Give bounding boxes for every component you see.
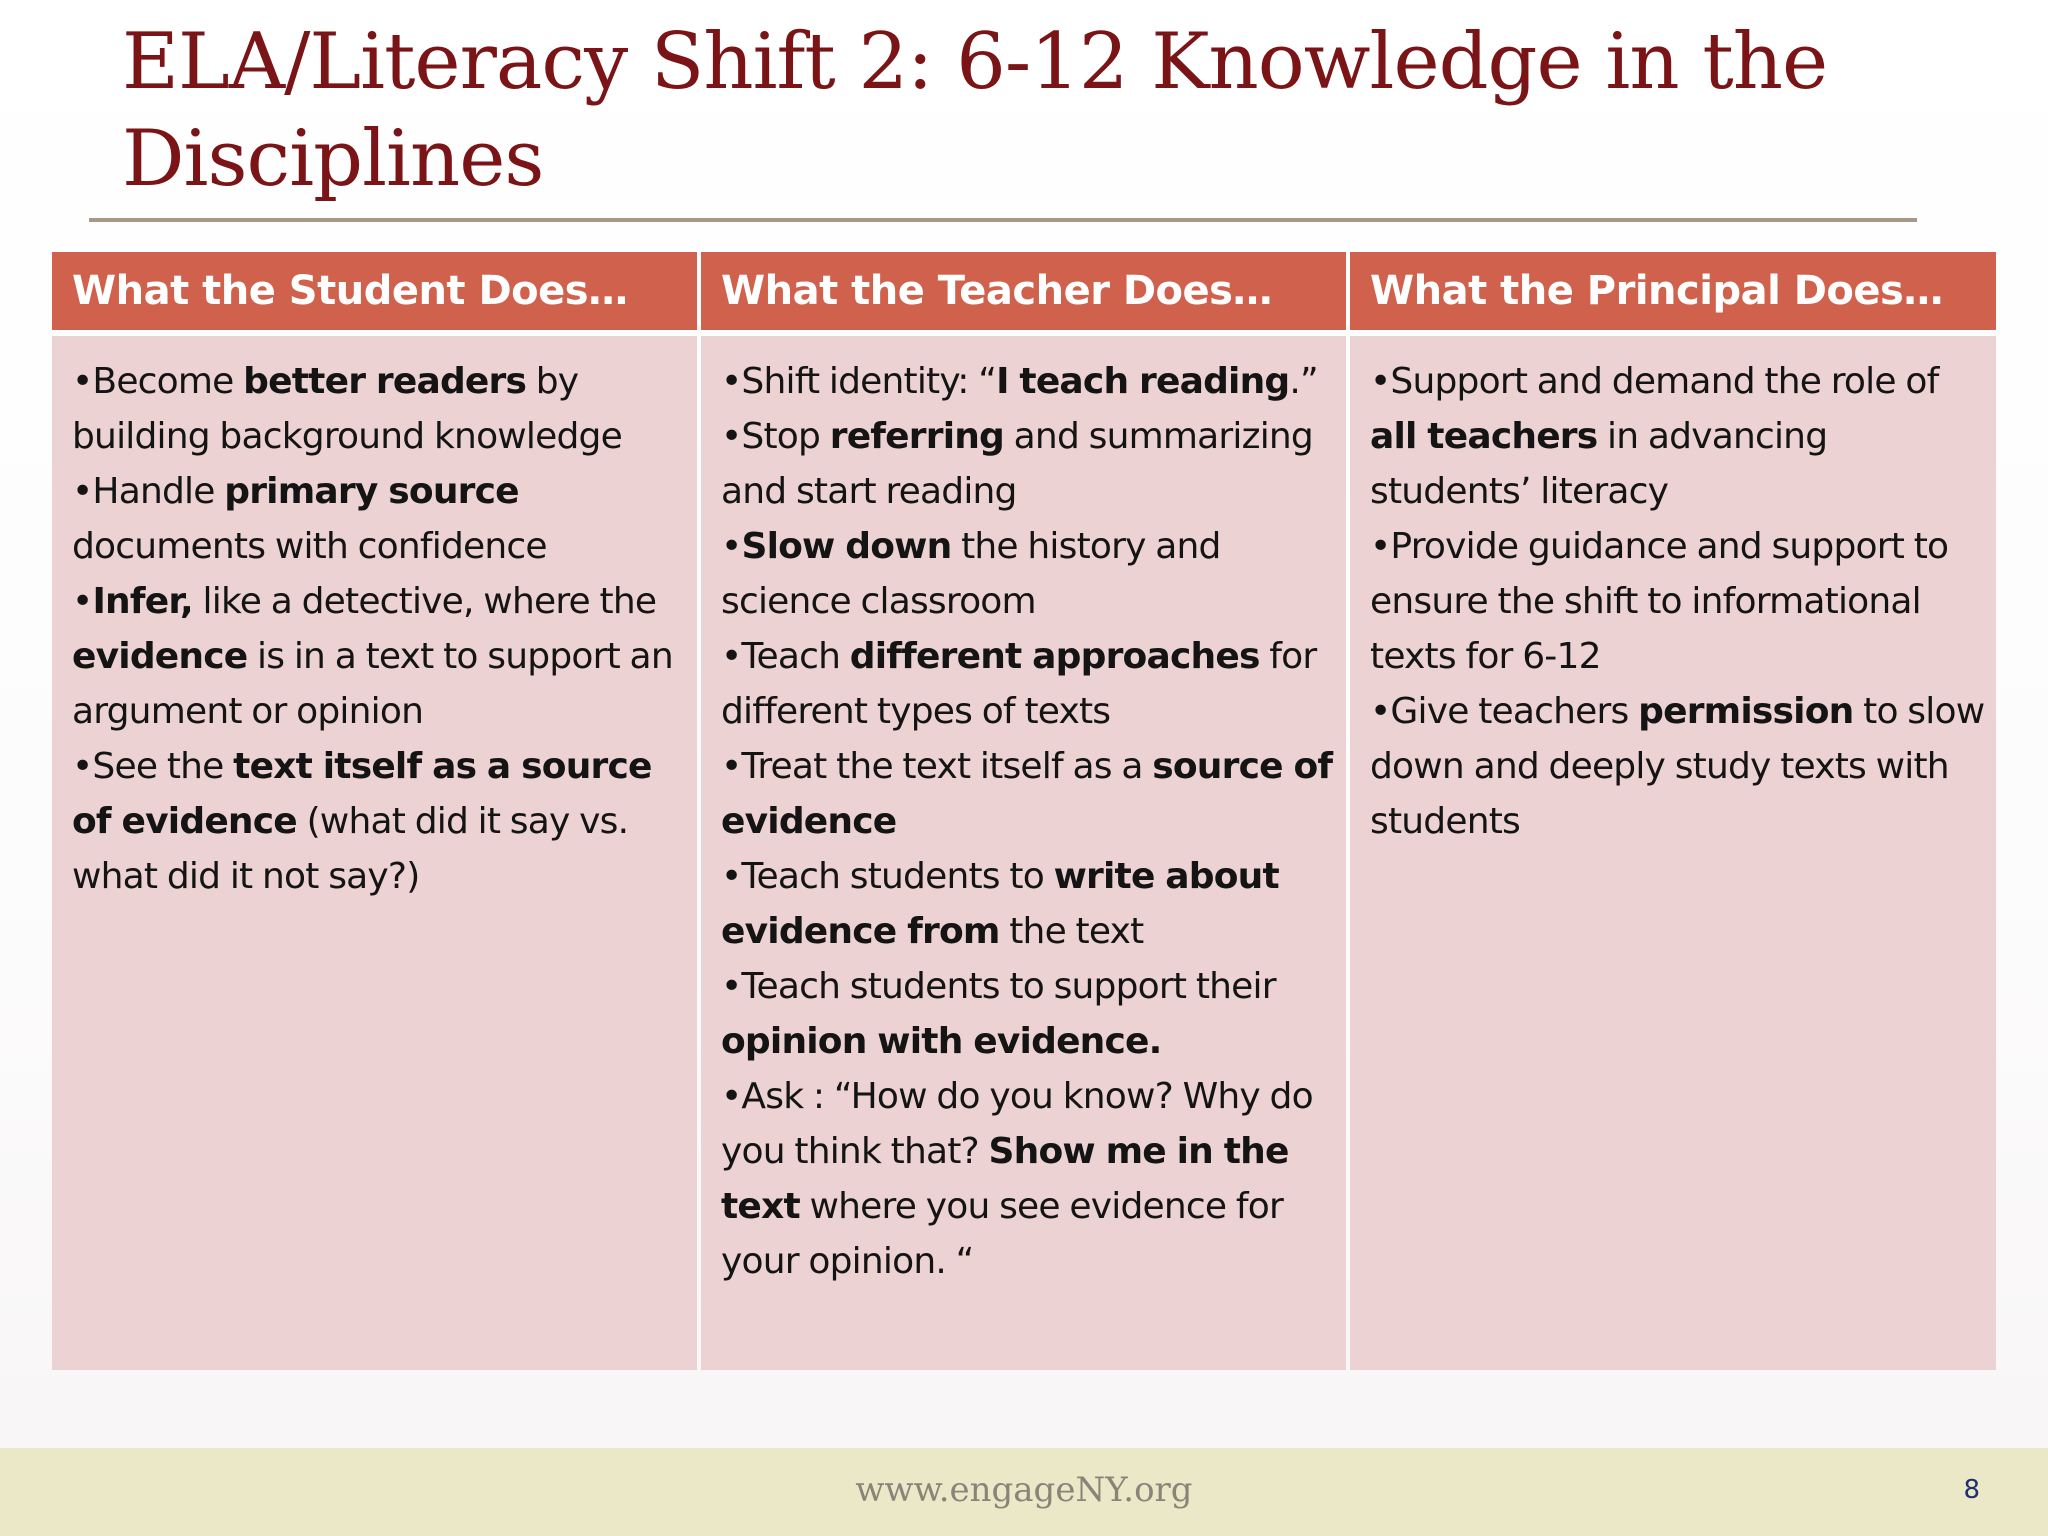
bold-text: write about evidence from: [721, 856, 1279, 952]
text-run: in advancing students’ literacy: [1370, 416, 1828, 512]
header-teacher: What the Teacher Does…: [701, 252, 1346, 330]
principal-column: [1350, 336, 1996, 1370]
bold-text: I teach reading: [996, 361, 1290, 402]
bullet-item: [1370, 354, 1986, 519]
title-divider: [89, 218, 1917, 222]
text-run: by building background knowledge: [72, 361, 622, 457]
text-run: •Treat the text itself as a: [721, 746, 1153, 787]
page-number: 8: [1963, 1475, 1980, 1505]
text-run: the history and science classroom: [721, 526, 1221, 622]
bold-text: text itself as a source of evidence: [72, 746, 652, 842]
text-run: •Shift identity: “: [721, 361, 997, 402]
bullet-item: [72, 464, 687, 574]
text-run: for different types of texts: [721, 636, 1317, 732]
text-run: .”: [1289, 361, 1318, 402]
bold-text: source of evidence: [721, 746, 1333, 842]
text-run: •Support and demand the role of: [1370, 361, 1939, 402]
text-run: is in a text to support an argument or opinion: [72, 636, 673, 732]
bold-text: Infer,: [92, 581, 193, 622]
bold-text: permission: [1638, 691, 1854, 732]
slide-title: ELA/Literacy Shift 2: 6-12 Knowledge in the Disciplines: [122, 17, 1828, 204]
text-run: •Become: [72, 361, 244, 402]
text-run: like a detective, where the: [192, 581, 657, 622]
bullet-item: [1370, 684, 1986, 849]
bullet-item: [721, 849, 1336, 959]
text-run: •Provide guidance and support to ensure the shift to informational texts for 6-12: [1370, 526, 1949, 677]
bullet-item: [721, 1069, 1336, 1289]
bullet-item: [721, 409, 1336, 519]
bullet-item: [1370, 519, 1986, 684]
header-student: What the Student Does…: [52, 252, 697, 330]
text-run: •: [721, 526, 742, 567]
teacher-column: [701, 336, 1346, 1370]
text-run: •Give teachers: [1370, 691, 1639, 732]
bullet-item: [721, 959, 1336, 1069]
header-principal: What the Principal Does…: [1350, 252, 1996, 330]
bullet-item: [721, 519, 1336, 629]
text-run: •Teach students to support their: [721, 966, 1276, 1007]
comparison-table: [52, 252, 1996, 1370]
bullet-item: [72, 354, 687, 464]
bold-text: referring: [829, 416, 1005, 457]
text-run: documents with confidence: [72, 526, 547, 567]
bold-text: primary source: [224, 471, 519, 512]
text-run: •Stop: [721, 416, 830, 457]
text-run: (what did it say vs. what did it not say?): [72, 801, 629, 897]
text-run: the text: [999, 911, 1144, 952]
bold-text: evidence: [72, 636, 248, 677]
bold-text: Show me in the text: [721, 1131, 1289, 1227]
bold-text: different approaches: [849, 636, 1260, 677]
bullet-item: [72, 574, 687, 739]
text-run: •Teach students to: [721, 856, 1054, 897]
bold-text: Slow down: [741, 526, 952, 567]
text-run: to slow down and deeply study texts with students: [1370, 691, 1985, 842]
text-run: and summarizing and start reading: [721, 416, 1313, 512]
student-column: [52, 336, 697, 1370]
footer-bar: [0, 1448, 2048, 1536]
footer-url: www.engageNY.org: [855, 1470, 1193, 1510]
bullet-item: [721, 739, 1336, 849]
text-run: •Handle: [72, 471, 225, 512]
bold-text: opinion with evidence.: [721, 1021, 1162, 1062]
text-run: •Ask : “How do you know? Why do you think that?: [721, 1076, 1313, 1172]
bullet-item: [72, 739, 687, 904]
bold-text: better readers: [243, 361, 527, 402]
text-run: •See the: [72, 746, 234, 787]
bold-text: all teachers: [1370, 416, 1598, 457]
text-run: •: [72, 581, 93, 622]
text-run: •Teach: [721, 636, 850, 677]
bullet-item: [721, 354, 1336, 409]
bullet-item: [721, 629, 1336, 739]
text-run: where you see evidence for your opinion. “: [721, 1186, 1283, 1282]
